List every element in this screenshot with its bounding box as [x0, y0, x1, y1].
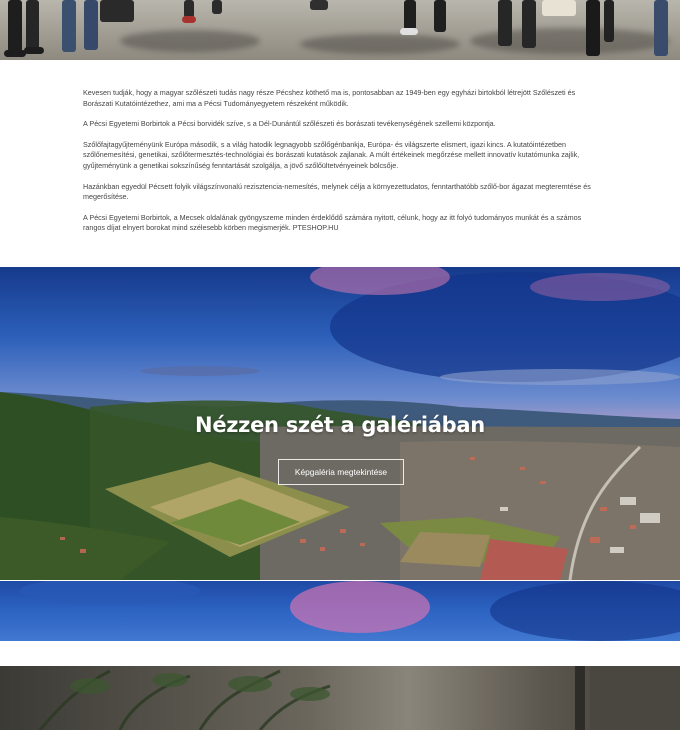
- intro-paragraph: Szőlőfajtagyűjteményünk Európa második, s a világ hatodik legnagyobb szőlőgénbankja, Európa- és világszerte elismert, igazi kincs. A kutatóintézetben szőlőnemesítési, genetikai, szőlőtermesztés-technológiai és borászati kutatások zajlanak. A múlt értékeinek megőrzése mellett innovatív kutatómunka zajlik, gyűjteményünk a genetikai sokszínűség fenntartását szolgálja, a jövő szőlőültetvényeinek bölcsője.: [83, 139, 580, 170]
- sky-strip-photo: [0, 581, 680, 641]
- intro-paragraph: Kevesen tudják, hogy a magyar szőlészeti tudás nagy része Pécshez köthető ma is, pontosabban az 1949-ben egy egyházi birtokból létrejött Szőlészeti és Borászati Kutatóintézethez, ami ma a Pécsi Tudományegyetem részeként működik.: [83, 88, 576, 108]
- intro-text: [83, 88, 598, 244]
- intro-paragraph: Hazánkban egyedül Pécsett folyik világszínvonalú rezisztencia-nemesítés, melynek célja a környezettudatos, fenntarthatóbb szőlő-bor ágazat megteremtése és megerősítése.: [83, 181, 591, 202]
- gallery-title: Nézzen szét a galériában: [195, 413, 485, 437]
- view-gallery-button[interactable]: Képgaléria megtekintése: [278, 459, 404, 485]
- sky-clouds: [0, 581, 680, 641]
- plant-silhouettes: [0, 666, 680, 730]
- intro-paragraph: A Pécsi Egyetemi Borbirtok, a Mecsek oldalának gyöngyszeme minden érdeklődő számára nyitott, célunk, hogy az itt folyó tudományos munkát és a számos rangos díjat elnyert borokat mind szélesebb körben megismerjék. PTESHOP.HU: [83, 212, 582, 233]
- winery-photo: [0, 666, 680, 730]
- hero-photo-top: [0, 0, 680, 60]
- intro-paragraph: A Pécsi Egyetemi Borbirtok a Pécsi borvidék szíve, s a Dél-Dunántúl szőlészeti és borászati tevékenységének szellemi központja.: [83, 119, 496, 129]
